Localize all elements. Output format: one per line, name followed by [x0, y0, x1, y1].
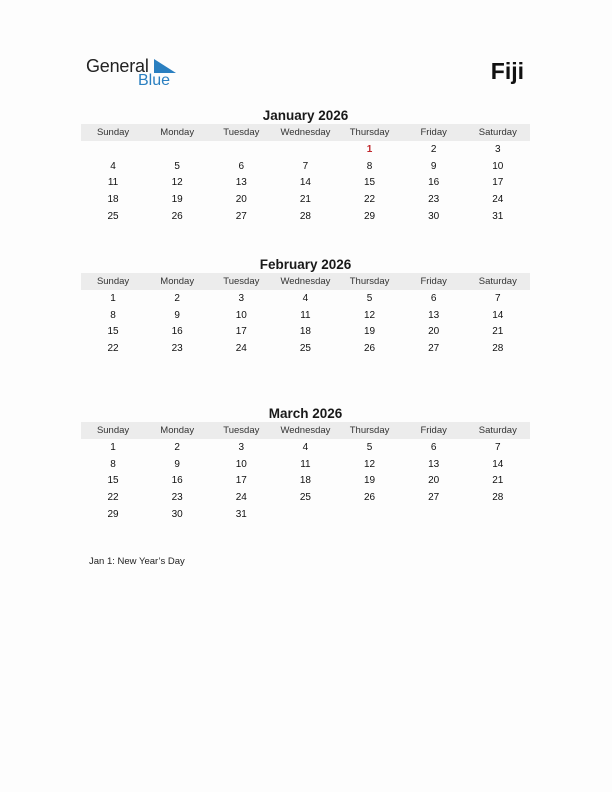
weekday-header: Wednesday [280, 127, 331, 138]
day-cell: 21 [299, 193, 311, 205]
day-cell: 7 [495, 292, 501, 304]
day-cell: 18 [107, 193, 119, 205]
day-cell: 10 [235, 458, 247, 470]
day-cell: 22 [364, 193, 376, 205]
day-cell: 1 [110, 441, 116, 453]
week-row [81, 191, 530, 208]
week-row [81, 472, 530, 489]
weekday-header: Sunday [96, 127, 130, 138]
day-cell: 23 [428, 193, 440, 205]
day-cell: 30 [428, 210, 440, 222]
logo-general-text: General [86, 56, 149, 76]
weekday-header-row [81, 273, 530, 290]
weekday-header: Saturday [478, 425, 517, 436]
day-cell: 20 [428, 475, 440, 487]
day-cell: 24 [235, 342, 247, 354]
day-cell: 13 [428, 458, 440, 470]
country-title: Fiji [490, 58, 524, 84]
weekday-header: Monday [160, 127, 195, 138]
holiday-notes [89, 556, 185, 567]
weekday-header: Thursday [349, 276, 390, 287]
week-row [81, 506, 530, 523]
day-cell: 2 [174, 441, 180, 453]
day-cell: 26 [364, 342, 376, 354]
day-cell: 23 [171, 342, 183, 354]
day-cell: 26 [364, 491, 376, 503]
day-cell: 22 [107, 342, 119, 354]
weekday-header: Sunday [96, 425, 130, 436]
day-cell: 19 [364, 326, 376, 338]
week-row [81, 456, 530, 473]
week-row [81, 323, 530, 340]
day-cell: 6 [430, 292, 437, 304]
weekday-header: Monday [160, 425, 195, 436]
weekday-header: Saturday [478, 276, 517, 287]
day-cell: 14 [492, 458, 504, 470]
day-cell: 31 [492, 210, 504, 222]
week-row [81, 307, 530, 324]
day-cell: 18 [299, 475, 311, 487]
day-cell: 14 [492, 309, 504, 321]
day-cell: 24 [235, 491, 247, 503]
day-cell: 29 [364, 210, 376, 222]
day-cell: 5 [366, 292, 373, 304]
week-row [81, 439, 530, 456]
day-cell: 12 [364, 309, 376, 321]
day-cell: 3 [238, 292, 245, 304]
weekday-header: Friday [420, 127, 447, 138]
day-cell: 30 [171, 508, 183, 520]
weekday-header: Friday [420, 276, 447, 287]
day-cell: 28 [492, 491, 504, 503]
day-cell: 27 [428, 491, 440, 503]
day-cell: 2 [174, 292, 180, 304]
day-cell: 23 [171, 491, 183, 503]
day-cell: 14 [299, 177, 311, 189]
month-january [81, 107, 530, 224]
day-cell: 15 [107, 326, 119, 338]
weekday-header: Wednesday [280, 276, 331, 287]
day-cell: 4 [110, 160, 116, 172]
day-cell: 8 [110, 458, 116, 470]
day-cell: 4 [302, 292, 309, 304]
day-cell: 16 [428, 177, 440, 189]
day-cell: 18 [299, 326, 311, 338]
month-title: March 2026 [268, 406, 343, 421]
logo-triangle-icon [154, 59, 176, 73]
weekday-header-row [81, 124, 530, 141]
week-row [81, 158, 530, 175]
day-cell: 26 [171, 210, 183, 222]
day-cell: 20 [235, 193, 247, 205]
day-cell: 9 [430, 160, 437, 172]
month-march [81, 405, 530, 522]
day-cell: 19 [364, 475, 376, 487]
day-cell: 10 [235, 309, 247, 321]
day-cell: 15 [107, 475, 119, 487]
week-row [81, 340, 530, 357]
day-cell: 11 [300, 458, 311, 470]
day-cell: 25 [299, 342, 311, 354]
day-cell: 19 [171, 193, 183, 205]
logo-blue-text: Blue [138, 72, 171, 89]
day-cell: 6 [238, 160, 245, 172]
day-cell: 1 [110, 292, 116, 304]
day-cell: 2 [430, 143, 437, 155]
weekday-header: Sunday [96, 276, 130, 287]
day-cell: 9 [174, 458, 180, 470]
day-cell: 10 [492, 160, 504, 172]
day-cell: 5 [366, 441, 373, 453]
weekday-header: Thursday [349, 127, 390, 138]
day-cell: 16 [171, 326, 183, 338]
day-cell: 3 [238, 441, 245, 453]
day-cell: 5 [174, 160, 180, 172]
day-cell: 13 [235, 177, 247, 189]
day-cell: 4 [302, 441, 309, 453]
day-cell: 7 [495, 441, 501, 453]
weekday-header: Thursday [349, 425, 390, 436]
day-cell: 8 [366, 160, 373, 172]
day-cell: 20 [428, 326, 440, 338]
day-cell: 11 [300, 309, 311, 321]
weekday-header: Tuesday [223, 425, 260, 436]
weekday-header: Tuesday [223, 127, 260, 138]
month-february [81, 256, 530, 357]
day-cell: 11 [107, 177, 119, 189]
day-cell: 7 [302, 160, 309, 172]
day-cell: 31 [235, 508, 247, 520]
day-cell: 15 [364, 177, 376, 189]
day-cell: 1 [366, 143, 373, 155]
month-title: January 2026 [262, 108, 349, 123]
day-cell: 21 [492, 326, 504, 338]
week-row [81, 489, 530, 506]
weekday-header: Saturday [478, 127, 517, 138]
month-title: February 2026 [259, 257, 352, 272]
day-cell: 17 [235, 326, 247, 338]
day-cell: 13 [428, 309, 440, 321]
week-row [81, 208, 530, 225]
week-row [81, 174, 530, 191]
weekday-header-row [81, 422, 530, 439]
day-cell: 6 [430, 441, 437, 453]
day-cell: 25 [299, 491, 311, 503]
week-row [81, 290, 530, 307]
day-cell: 25 [107, 210, 119, 222]
day-cell: 27 [235, 210, 247, 222]
day-cell: 21 [492, 475, 504, 487]
day-cell: 16 [171, 475, 183, 487]
day-cell: 28 [492, 342, 504, 354]
day-cell: 22 [107, 491, 119, 503]
day-cell: 9 [174, 309, 180, 321]
day-cell: 3 [495, 143, 501, 155]
day-cell: 8 [110, 309, 116, 321]
weekday-header: Tuesday [223, 276, 260, 287]
day-cell: 27 [428, 342, 440, 354]
day-cell: 17 [235, 475, 247, 487]
day-cell: 17 [492, 177, 504, 189]
day-cell: 12 [171, 177, 183, 189]
day-cell: 28 [299, 210, 311, 222]
day-cell: 29 [107, 508, 119, 520]
day-cell: 24 [492, 193, 504, 205]
generalblue-logo [86, 56, 186, 92]
day-cell: 12 [364, 458, 376, 470]
holiday-note: Jan 1: New Year’s Day [89, 556, 185, 567]
weekday-header: Wednesday [280, 425, 331, 436]
week-row [81, 141, 530, 158]
weekday-header: Friday [420, 425, 447, 436]
weekday-header: Monday [160, 276, 195, 287]
